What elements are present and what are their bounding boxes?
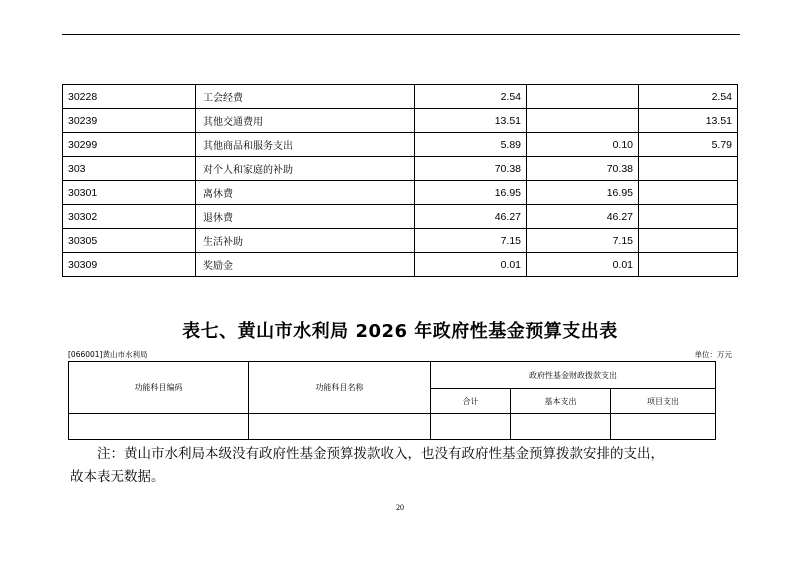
- table-row: [63, 85, 738, 109]
- row-total: 2.54: [415, 85, 527, 109]
- row-total: 7.15: [415, 229, 527, 253]
- row-name: 对个人和家庭的补助: [196, 157, 415, 181]
- row-code: 30301: [63, 181, 196, 205]
- table7-title: 表七、黄山市水利局 2026 年政府性基金预算支出表: [182, 321, 618, 342]
- row-basic: 0.01: [527, 253, 639, 277]
- row-total: 70.38: [415, 157, 527, 181]
- empty-cell: [511, 414, 611, 440]
- row-total: 0.01: [415, 253, 527, 277]
- expense-table: [62, 84, 738, 277]
- empty-cell: [611, 414, 716, 440]
- table-row: [63, 229, 738, 253]
- row-total: 13.51: [415, 109, 527, 133]
- header-function-code: 功能科目编码: [69, 362, 249, 414]
- row-code: 30309: [63, 253, 196, 277]
- note-line-1: 注：黄山市水利局本级没有政府性基金预算拨款收入，也没有政府性基金预算拨款安排的支出，: [97, 446, 664, 462]
- row-basic: 0.10: [527, 133, 639, 157]
- note-paragraph: [70, 443, 730, 489]
- table-row: [63, 253, 738, 277]
- header-project: 项目支出: [611, 389, 716, 414]
- row-project: 13.51: [639, 109, 738, 133]
- expense-table-body: [63, 85, 738, 277]
- header-rule: [62, 34, 740, 35]
- row-code: 30302: [63, 205, 196, 229]
- table-row: [63, 133, 738, 157]
- header-fund-expenditure: 政府性基金财政拨款支出: [431, 362, 716, 389]
- table-row: [63, 109, 738, 133]
- row-basic: 7.15: [527, 229, 639, 253]
- row-name: 离休费: [196, 181, 415, 205]
- table-row: [63, 205, 738, 229]
- table-row: [63, 181, 738, 205]
- empty-cell: [249, 414, 431, 440]
- empty-row: [69, 414, 716, 440]
- row-project: [639, 181, 738, 205]
- row-project: 5.79: [639, 133, 738, 157]
- row-project: 2.54: [639, 85, 738, 109]
- empty-cell: [431, 414, 511, 440]
- header-total: 合计: [431, 389, 511, 414]
- unit-label: 单位：万元: [694, 350, 732, 359]
- row-basic: 70.38: [527, 157, 639, 181]
- row-code: 30239: [63, 109, 196, 133]
- row-code: 303: [63, 157, 196, 181]
- row-total: 46.27: [415, 205, 527, 229]
- row-code: 30305: [63, 229, 196, 253]
- row-name: 退休费: [196, 205, 415, 229]
- page-number: 20: [396, 503, 404, 512]
- row-project: [639, 229, 738, 253]
- table-row: [63, 157, 738, 181]
- row-basic: 16.95: [527, 181, 639, 205]
- row-code: 30228: [63, 85, 196, 109]
- row-name: 其他交通费用: [196, 109, 415, 133]
- row-total: 5.89: [415, 133, 527, 157]
- unit-department: [066001]黄山市水利局: [68, 350, 148, 359]
- note-line-2: 故本表无数据。: [70, 469, 165, 485]
- row-basic: [527, 85, 639, 109]
- row-project: [639, 205, 738, 229]
- fund-budget-table: [68, 361, 716, 440]
- header-function-name: 功能科目名称: [249, 362, 431, 414]
- row-project: [639, 157, 738, 181]
- row-project: [639, 253, 738, 277]
- row-name: 工会经费: [196, 85, 415, 109]
- empty-cell: [69, 414, 249, 440]
- row-total: 16.95: [415, 181, 527, 205]
- row-code: 30299: [63, 133, 196, 157]
- header-basic: 基本支出: [511, 389, 611, 414]
- row-name: 其他商品和服务支出: [196, 133, 415, 157]
- row-name: 奖励金: [196, 253, 415, 277]
- row-basic: 46.27: [527, 205, 639, 229]
- row-basic: [527, 109, 639, 133]
- row-name: 生活补助: [196, 229, 415, 253]
